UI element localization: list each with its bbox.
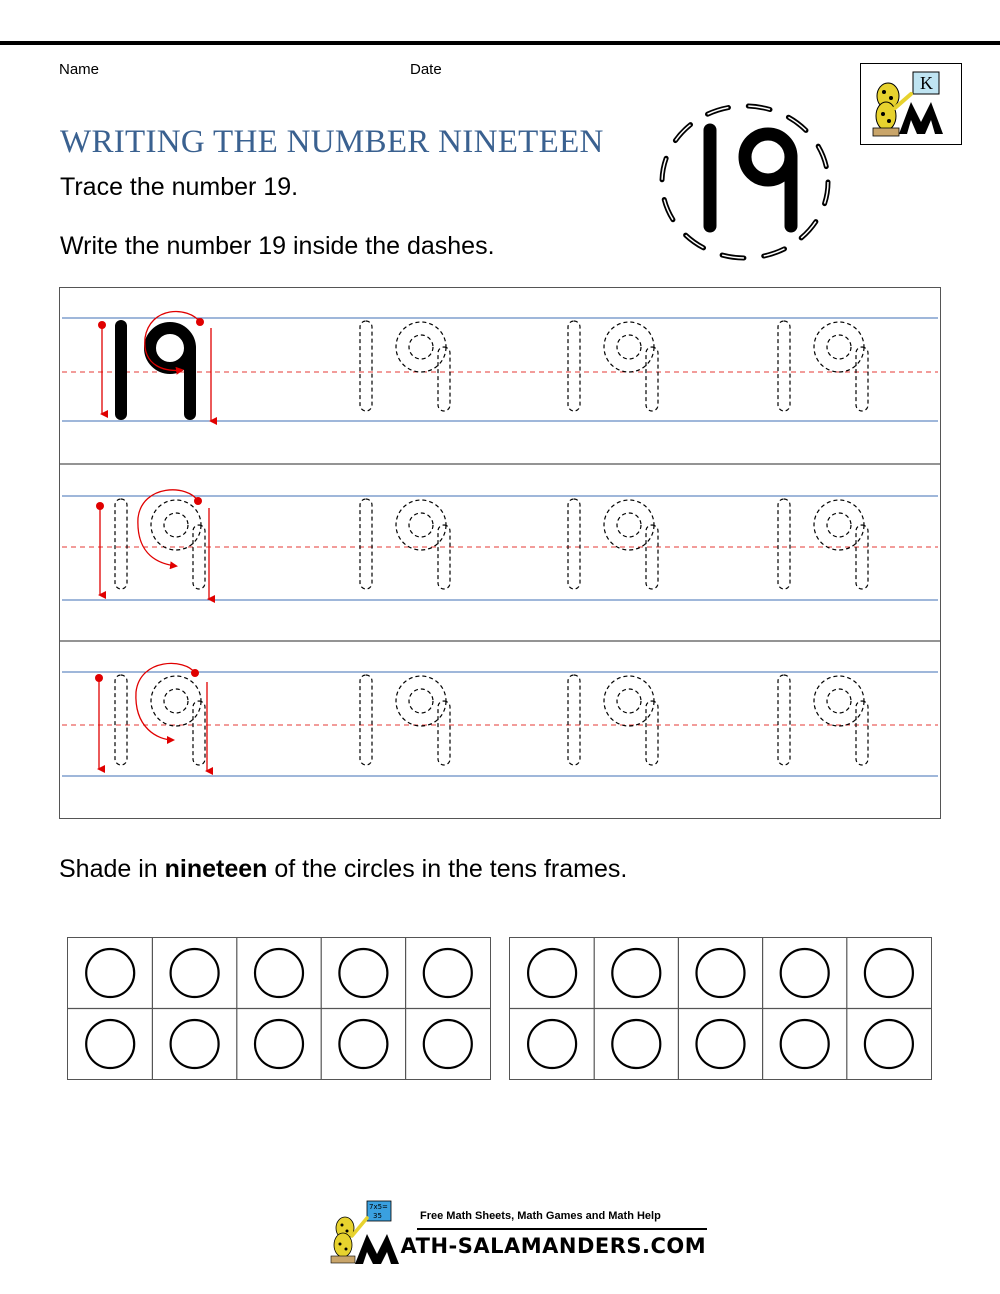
shade-circle[interactable] — [255, 949, 303, 997]
dashed-19 — [778, 675, 868, 765]
stroke-order-arrows — [95, 663, 207, 771]
shade-circle[interactable] — [86, 949, 134, 997]
shade-circle[interactable] — [612, 1020, 660, 1068]
page-title: WRITING THE NUMBER NINETEEN — [60, 124, 604, 160]
tracing-grid — [60, 288, 940, 818]
dashed-19 — [360, 675, 450, 765]
big-digit-nine-loop — [745, 134, 791, 180]
footer-rule — [417, 1228, 707, 1230]
shade-circle[interactable] — [171, 1020, 219, 1068]
tens-frame — [67, 937, 491, 1080]
shade-suffix: of the circles in the tens frames. — [267, 855, 628, 883]
shade-prefix: Shade in — [59, 855, 165, 883]
shade-circle[interactable] — [528, 949, 576, 997]
trace-instruction: Trace the number 19. — [60, 173, 299, 201]
svg-text:7x5=: 7x5= — [369, 1203, 388, 1211]
shade-circle[interactable] — [339, 949, 387, 997]
name-label: Name — [59, 61, 100, 78]
footer-site-text: ATH-SALAMANDERS.COM — [400, 1234, 707, 1258]
dashed-19 — [778, 321, 868, 411]
footer-m-glyph — [355, 1234, 399, 1264]
dashed-19 — [360, 499, 450, 589]
shade-instruction — [59, 855, 627, 884]
dashed-19 — [115, 499, 205, 589]
logo-badge: K — [920, 73, 933, 93]
shade-circle[interactable] — [612, 949, 660, 997]
practice-area — [59, 287, 941, 819]
big-number-graphic — [650, 94, 840, 270]
dashed-19 — [360, 321, 450, 411]
shade-circle[interactable] — [86, 1020, 134, 1068]
shade-circle[interactable] — [865, 1020, 913, 1068]
dashed-19 — [568, 499, 658, 589]
dashed-19 — [568, 321, 658, 411]
dashed-19 — [778, 499, 868, 589]
shade-circle[interactable] — [781, 1020, 829, 1068]
shade-circle[interactable] — [781, 949, 829, 997]
footer-tagline: Free Math Sheets, Math Games and Math Help — [420, 1210, 661, 1222]
shade-circle[interactable] — [865, 949, 913, 997]
svg-text:35: 35 — [373, 1212, 382, 1220]
salamander-logo — [860, 63, 962, 145]
shade-bold-word: nineteen — [164, 855, 268, 883]
write-instruction: Write the number 19 inside the dashes. — [60, 232, 495, 260]
big-number-value — [740, 250, 741, 251]
shade-circle[interactable] — [255, 1020, 303, 1068]
dashed-19 — [568, 675, 658, 765]
shade-circle[interactable] — [697, 949, 745, 997]
tens-frame — [509, 937, 932, 1080]
shade-circle[interactable] — [424, 1020, 472, 1068]
shade-circle[interactable] — [339, 1020, 387, 1068]
footer-site-name — [399, 1234, 706, 1258]
date-label: Date — [410, 61, 442, 78]
shade-circle[interactable] — [171, 949, 219, 997]
shade-circle[interactable] — [528, 1020, 576, 1068]
top-rule — [0, 41, 1000, 45]
dashed-circle — [662, 106, 828, 258]
footer-logo[interactable] — [325, 1198, 715, 1270]
dashed-19 — [115, 675, 205, 765]
shade-circle[interactable] — [424, 949, 472, 997]
shade-circle[interactable] — [697, 1020, 745, 1068]
